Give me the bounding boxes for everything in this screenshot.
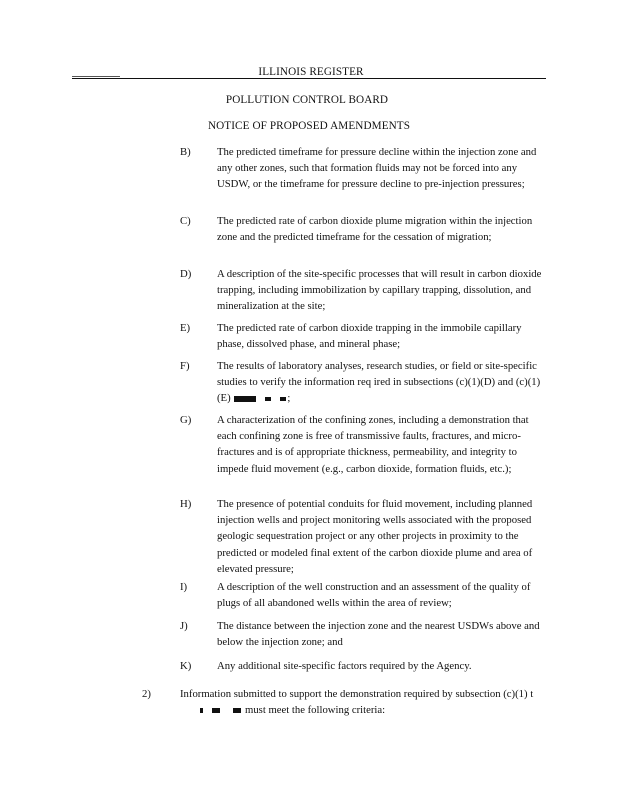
list-item-f [180,358,550,407]
item-label: J) [180,620,188,632]
item-text: The presence of potential conduits for fluid movement, including planned injection wells and project monitoring wells associated with the proposed geologic sequestration project or any other projects in proximity to the predicted or modeled final extent of the carbon dioxide plume and area of elevated pressure; [217,498,533,575]
item-text: A description of the site-specific processes that will result in carbon dioxide trapping, including immobilization by capillary trapping, dissolution, and mineralization at the site; [217,268,542,313]
item-text-part-a: Information submitted to support the demonstration required by subsection (c)(1) t [180,688,534,700]
item-text: The distance between the injection zone and the nearest USDWs above and below the injection zone; and [217,620,540,649]
item-text-part-a: The results of laboratory analyses, research studies, or field or site-specific studies to verify the information req ired in subsections (c)(1)(D) and (c)(1)(E) [217,360,541,405]
item-text: A description of the well construction and an assessment of the quality of plugs of all abandoned wells within the area of review; [217,581,531,610]
item-text: Any additional site-specific factors required by the Agency. [217,660,472,672]
item-label: I) [180,581,188,593]
list-item-d [180,266,550,315]
item-label: 2) [142,688,151,700]
item-label: H) [180,498,192,510]
item-text: The predicted timeframe for pressure decline within the injection zone and any other zones, such that formation fluids may not be forced into any USDW, or the timeframe for pressure decline to pre-injection pressures; [217,146,537,191]
redaction-mark [265,397,271,401]
list-item-i [180,579,550,611]
item-label: G) [180,414,192,426]
list-item-e [180,320,550,352]
board-title: POLLUTION CONTROL BOARD [225,94,389,106]
item-text [180,686,552,718]
list-item-k [180,658,550,674]
item-label: B) [180,146,191,158]
item-text [217,358,550,407]
item-text-part-b: ; [287,392,291,405]
redaction-mark [280,397,286,401]
item-label: C) [180,215,191,227]
register-title: ILLINOIS REGISTER [258,66,364,78]
item-label: E) [180,322,191,334]
header-rule [72,78,546,79]
notice-title: NOTICE OF PROPOSED AMENDMENTS [207,120,411,132]
item-label: K) [180,660,192,672]
list-item-b [180,144,550,193]
item-label: F) [180,360,190,372]
redaction-mark [233,708,241,713]
item-text-part-b: must meet the following criteria: [245,704,386,717]
list-item-2 [142,686,552,718]
list-item-h [180,496,550,577]
redaction-mark [234,396,256,402]
redaction-mark [212,708,220,713]
redaction-mark [200,708,203,713]
list-item-c [180,213,550,245]
item-label: D) [180,268,192,280]
item-text: The predicted rate of carbon dioxide plume migration within the injection zone and the predicted timeframe for the cessation of migration; [217,215,533,244]
item-text: The predicted rate of carbon dioxide trapping in the immobile capillary phase, dissolved phase, and mineral phase; [217,322,522,351]
item-text: A characterization of the confining zones, including a demonstration that each confining zone is free of transmissive faults, fractures, and micro-fractures and is of appropriate thickness, permeability, and integrity to impede fluid movement (e.g., carbon dioxide, formation fluids, etc.); [217,414,529,475]
list-item-j [180,618,550,650]
list-item-g [180,412,550,477]
